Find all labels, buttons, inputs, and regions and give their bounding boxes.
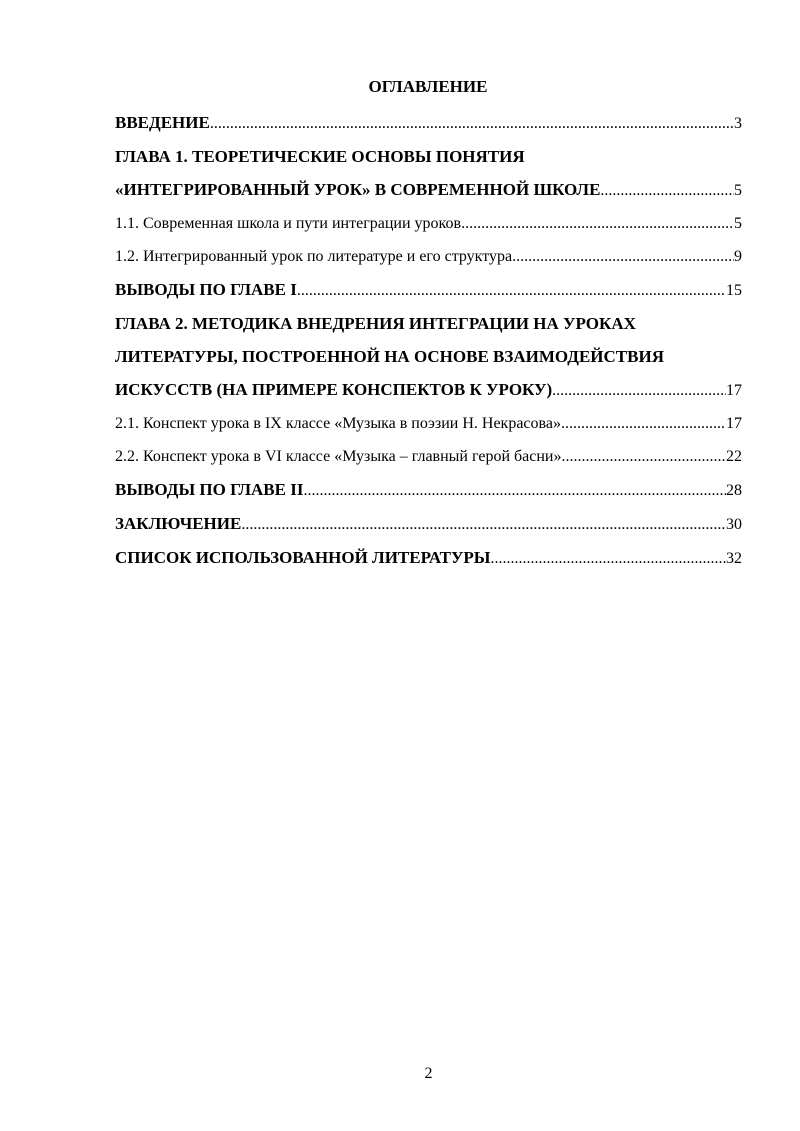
- toc-entry-text: ГЛАВА 1. ТЕОРЕТИЧЕСКИЕ ОСНОВЫ ПОНЯТИЯ: [115, 147, 525, 166]
- toc-page-number: 17: [726, 415, 742, 432]
- toc-entry-text: ВЫВОДЫ ПО ГЛАВЕ II: [115, 480, 304, 499]
- toc-entry-text: ВЫВОДЫ ПО ГЛАВЕ I: [115, 280, 297, 299]
- page-number: 2: [424, 1065, 433, 1082]
- toc-entry[interactable]: [115, 541, 742, 575]
- toc-entry-row: [115, 173, 742, 207]
- toc-entry-row: [115, 240, 742, 273]
- dot-leader: [297, 274, 726, 307]
- table-of-contents: [115, 106, 742, 575]
- toc-page-number: 5: [734, 215, 742, 232]
- dot-leader: [303, 474, 726, 507]
- toc-entry-text: ГЛАВА 2. МЕТОДИКА ВНЕДРЕНИЯ ИНТЕГРАЦИИ НА УРОКАХ: [115, 314, 636, 333]
- dot-leader: [461, 207, 734, 240]
- toc-page-number: 9: [734, 248, 742, 265]
- toc-entry-text: 1.2. Интегрированный урок по литературе и его структура: [115, 248, 513, 265]
- toc-page-number: 3: [734, 115, 742, 132]
- toc-page-number: 5: [734, 182, 742, 199]
- toc-entry-text: ВВЕДЕНИЕ: [115, 113, 210, 132]
- toc-entry-text: 2.1. Конспект урока в IX классе «Музыка в поэзии Н. Некрасова»: [115, 415, 561, 432]
- toc-entry-row: [115, 473, 742, 507]
- toc-page-number: 28: [726, 482, 742, 499]
- toc-title: ОГЛАВЛЕНИЕ: [368, 77, 488, 96]
- dot-leader: [561, 407, 726, 440]
- toc-entry[interactable]: [115, 407, 742, 440]
- toc-page-number: 17: [726, 382, 742, 399]
- dot-leader: [552, 374, 726, 407]
- toc-entry-text: СПИСОК ИСПОЛЬЗОВАННОЙ ЛИТЕРАТУРЫ: [115, 548, 491, 567]
- toc-entry[interactable]: [115, 273, 742, 307]
- toc-entry-text: «ИНТЕГРИРОВАННЫЙ УРОК» В СОВРЕМЕННОЙ ШКОЛЕ: [115, 180, 601, 199]
- toc-entry-text: 2.2. Конспект урока в VI классе «Музыка – главный герой басни»: [115, 448, 562, 465]
- toc-entry[interactable]: [115, 507, 742, 541]
- toc-entry-row: [115, 373, 742, 407]
- toc-page-number: 22: [726, 448, 742, 465]
- toc-page-number: 15: [726, 282, 742, 299]
- toc-entry-row: [115, 407, 742, 440]
- dot-leader: [561, 440, 726, 473]
- toc-entry-row: [115, 273, 742, 307]
- dot-leader: [241, 508, 726, 541]
- toc-entry-row: [115, 440, 742, 473]
- toc-entry-text: 1.1. Современная школа и пути интеграции уроков: [115, 215, 462, 232]
- toc-entry[interactable]: [115, 240, 742, 273]
- toc-entry[interactable]: [115, 473, 742, 507]
- toc-page-number: 32: [726, 550, 742, 567]
- toc-entry[interactable]: [115, 440, 742, 473]
- toc-entry[interactable]: [115, 140, 742, 207]
- toc-entry-row: [115, 207, 742, 240]
- toc-entry-text: ЛИТЕРАТУРЫ, ПОСТРОЕННОЙ НА ОСНОВЕ ВЗАИМОДЕЙСТВИЯ: [115, 347, 664, 366]
- toc-page-number: 30: [726, 516, 742, 533]
- toc-entry[interactable]: [115, 207, 742, 240]
- dot-leader: [210, 107, 734, 140]
- toc-entry-text: ЗАКЛЮЧЕНИЕ: [115, 514, 242, 533]
- toc-entry[interactable]: [115, 307, 742, 407]
- toc-entry[interactable]: [115, 106, 742, 140]
- toc-entry-row: [115, 507, 742, 541]
- dot-leader: [491, 542, 727, 575]
- dot-leader: [600, 174, 734, 207]
- toc-entry-row: [115, 541, 742, 575]
- toc-entry-row: [115, 106, 742, 140]
- toc-entry-text: ИСКУССТВ (НА ПРИМЕРЕ КОНСПЕКТОВ К УРОКУ): [115, 380, 553, 399]
- dot-leader: [512, 240, 734, 273]
